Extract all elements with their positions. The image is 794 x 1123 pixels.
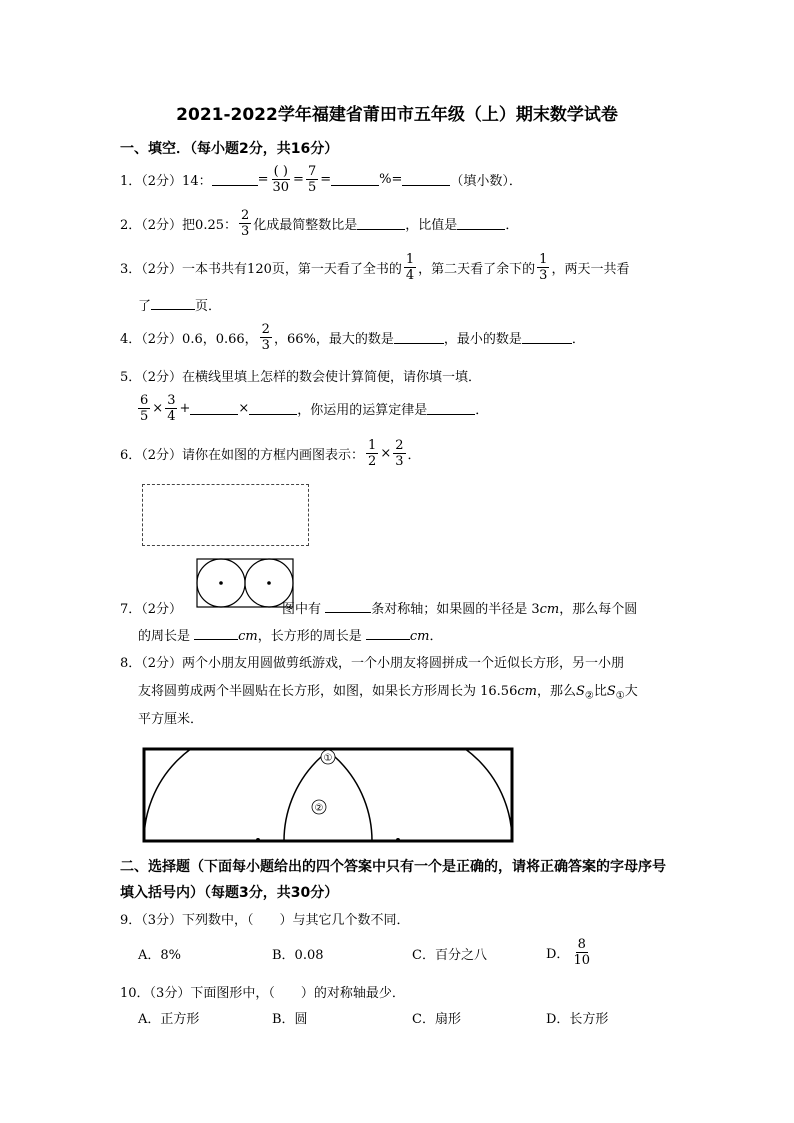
q7-unit-2: cm [238, 629, 258, 644]
q10-option-b[interactable]: B．圆 [272, 1012, 308, 1027]
section-1-heading: 一、填空．（每小题2分，共16分） [120, 141, 339, 157]
question-8-line-3 [138, 708, 203, 727]
q8-s1-sub: ① [615, 690, 625, 702]
q3-frac2-num: 1 [539, 251, 548, 267]
q8-semicircle-left [144, 745, 372, 841]
q6-frac2-den: 3 [395, 453, 404, 469]
q3-line2b: 页． [195, 299, 222, 314]
q7-blank-1[interactable] [325, 600, 371, 613]
q9-option-b[interactable]: B．0.08 [272, 948, 324, 963]
question-7-line-2 [138, 625, 443, 644]
question-1 [120, 162, 522, 196]
q8-center-right [396, 838, 400, 842]
q1-frac1-den: 30 [272, 179, 290, 195]
q8-line2b: ，那么 [536, 684, 576, 699]
q8-line3: 平方厘米． [138, 712, 204, 727]
question-5: 5．（2分）在横线里填上怎样的数会使计算简便，请你填一填． [120, 370, 482, 385]
q4-blank-1[interactable] [394, 331, 444, 344]
q2-mid: 化成最简整数比是 [253, 217, 358, 233]
q8-label-1: ① [323, 753, 333, 764]
q1-fraction-2 [306, 164, 318, 195]
q2-fraction [239, 208, 251, 239]
q3-fraction-1 [404, 252, 416, 283]
q2-prefix: 2．（2分）把0.25： [120, 217, 237, 233]
q5-times-2: × [238, 400, 250, 416]
q6-end: ． [407, 447, 421, 463]
section-2-heading-line-2: 填入括号内）（每题3分，共30分） [120, 885, 339, 901]
q5-fraction-2 [165, 393, 177, 424]
q4-mid: ，66%，最大的数是 [273, 331, 394, 347]
q3-blank[interactable] [151, 297, 195, 310]
q5-times: × [152, 400, 164, 416]
q7-text2: 条对称轴；如果圆的半径是 3 [371, 602, 540, 617]
q7-prefix: 7．（2分） [120, 602, 183, 617]
q6-frac2-num: 2 [395, 437, 404, 453]
q3-frac1-den: 4 [405, 267, 415, 283]
q8-center-left [256, 838, 260, 842]
q6-frac1-den: 2 [368, 453, 377, 469]
q7-center-left [219, 581, 223, 585]
q3-end: ，两天一共看 [551, 261, 630, 277]
question-10: 10．（3分）下面图形中，（ ）的对称轴最少． [120, 986, 405, 1001]
q8-s2-sub: ② [584, 690, 594, 702]
q7-blank-3[interactable] [366, 627, 410, 640]
q9-fracD-den: 10 [573, 952, 590, 968]
q7-mid: 图中有 [282, 602, 326, 617]
question-3-line-2 [138, 295, 221, 314]
q8-label-2: ② [314, 803, 324, 814]
q6-fraction-2 [393, 438, 405, 469]
q6-drawing-box[interactable] [142, 484, 309, 546]
q5-blank-2[interactable] [249, 402, 297, 415]
q5-plus: + [179, 400, 191, 416]
q3-mid: ，第二天看了余下的 [418, 261, 536, 277]
q5-fraction-1 [138, 393, 150, 424]
q9-fracD-num: 8 [577, 936, 586, 952]
q10-option-a[interactable]: A．正方形 [138, 1012, 200, 1027]
q4-end: ． [571, 331, 585, 347]
q5-blank-3[interactable] [427, 402, 475, 415]
q9-option-d-fraction [571, 937, 592, 968]
q9-option-a[interactable]: A．8% [138, 948, 182, 963]
q8-unit: cm [517, 684, 537, 699]
q1-prefix: 1．（2分）14： [120, 173, 212, 189]
q4-prefix: 4．（2分）0.6，0.66， [120, 331, 258, 347]
q9-option-d-label: D． [546, 946, 570, 962]
q1-frac2-num: 7 [307, 163, 317, 179]
q7-line2b: ，长方形的周长是 [257, 629, 366, 644]
q7-unit: cm [539, 602, 560, 617]
q2-frac-den: 3 [241, 223, 250, 239]
q1-pct: %= [379, 171, 403, 187]
question-5-expression [136, 391, 488, 425]
q4-blank-2[interactable] [522, 331, 572, 344]
q2-mid2: ，比值是 [405, 217, 458, 233]
q1-eq3: = [320, 171, 332, 187]
question-4 [120, 320, 585, 354]
q8-s2: S [575, 684, 585, 699]
q4-fraction [260, 322, 272, 353]
q7-blank-2[interactable] [194, 627, 238, 640]
question-2 [120, 206, 518, 240]
q6-times: × [380, 445, 392, 461]
q1-suffix: （填小数）． [450, 173, 522, 189]
q7-center-right [267, 581, 271, 585]
q1-eq2: = [293, 171, 304, 187]
q1-blank-1[interactable] [212, 173, 258, 186]
q8-figure [140, 745, 516, 843]
question-3 [120, 250, 629, 284]
q6-prefix: 6．（2分）请你在如图的方框内画图表示： [120, 447, 365, 463]
q8-semicircle-right [284, 745, 512, 841]
q3-prefix: 3．（2分）一本书共有120页，第一天看了全书的 [120, 261, 402, 277]
q7-text3: ，那么每个圆 [559, 602, 638, 617]
q5-mid: ，你运用的运算定律是 [297, 402, 428, 418]
section-2-heading-line-1: 二、选择题（下面每小题给出的四个答案中只有一个是正确的，请将正确答案的字母序号 [120, 859, 666, 875]
q2-blank-1[interactable] [357, 217, 405, 230]
q3-fraction-2 [537, 252, 549, 283]
q5-blank-1[interactable] [190, 402, 238, 415]
q7-end: ． [429, 629, 443, 644]
q5-frac1-num: 6 [140, 392, 149, 408]
q8-bi: 比 [593, 684, 607, 699]
question-6 [120, 436, 421, 470]
q2-frac-num: 2 [241, 207, 250, 223]
q8-line2a: 友将圆剪成两个半圆贴在长方形，如图，如果长方形周长为 16.56 [138, 684, 518, 699]
q5-frac1-den: 5 [140, 408, 149, 424]
page-title: 2021-2022学年福建省莆田市五年级（上）期末数学试卷 [176, 105, 618, 125]
q1-frac2-den: 5 [307, 179, 317, 195]
q3-line2a: 了 [138, 299, 152, 314]
q4-frac-num: 2 [261, 321, 270, 337]
q8-s1: S [606, 684, 616, 699]
q2-end: ． [505, 217, 519, 233]
q5-frac2-num: 3 [167, 392, 176, 408]
q8-line2c: 大 [624, 684, 638, 699]
q7-unit-3: cm [409, 629, 430, 644]
question-9: 9．（3分）下列数中，（ ）与其它几个数不同． [120, 913, 410, 928]
q3-frac1-num: 1 [405, 251, 415, 267]
q4-mid2: ，最小的数是 [443, 331, 522, 347]
q6-frac1-num: 1 [368, 437, 377, 453]
q1-frac1-num[interactable]: ( ) [273, 163, 288, 179]
q9-option-d[interactable] [546, 934, 594, 970]
q5-end: ． [475, 402, 489, 418]
q4-frac-den: 3 [261, 337, 270, 353]
q10-option-c[interactable]: C．扇形 [412, 1012, 461, 1027]
q2-blank-2[interactable] [457, 217, 505, 230]
q3-frac2-den: 3 [539, 267, 548, 283]
q5-frac2-den: 4 [167, 408, 176, 424]
question-8-line-1: 8．（2分）两个小朋友用圆做剪纸游戏，一个小朋友将圆拼成一个近似长方形，另一小朋 [120, 656, 625, 671]
q6-fraction-1 [366, 438, 378, 469]
question-8-line-2 [138, 680, 638, 702]
q1-fraction-1 [271, 164, 292, 195]
question-7 [120, 598, 637, 617]
q1-blank-2[interactable] [331, 173, 379, 186]
q7-line2a: 的周长是 [138, 629, 195, 644]
q10-option-d[interactable]: D．长方形 [546, 1012, 609, 1027]
q1-blank-3[interactable] [402, 173, 450, 186]
q1-eq1: = [257, 171, 269, 187]
q9-option-c[interactable]: C．百分之八 [412, 948, 487, 963]
